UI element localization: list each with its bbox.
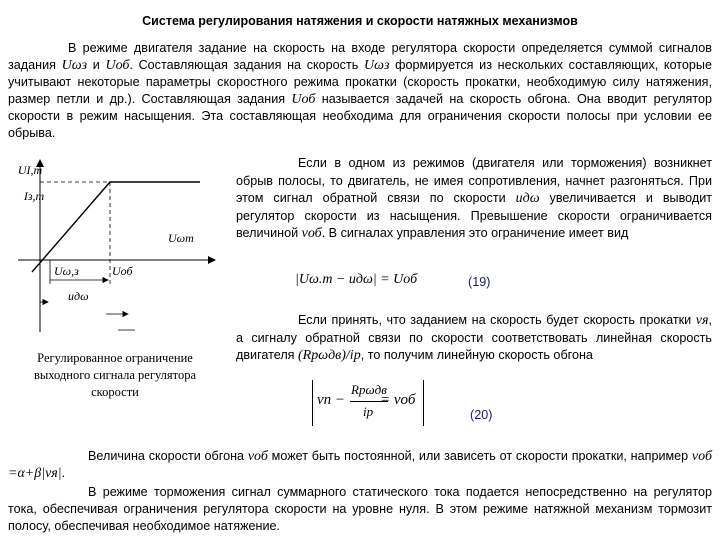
x-axis-label: Uωт (168, 231, 194, 245)
paragraph-overtake-speed: Величина скорости обгона νоб может быть постоянной, или зависеть от скорости прокатки, например νоб =α+β|νя|. (8, 449, 712, 481)
paragraph-strip-break: Если в одном из режимов (двигателя или торможения) возникнет обрыв полосы, то двигатель, не имея сопротивления, начнет разгоняться. При этом сигнал обратной связи по скорости uдω увеличивается и выводит регулятор скорости из насыщения. Превышение скорости ограничивается величиной νоб. В сигналах управления это ограничение имеет вид (236, 156, 713, 241)
symbol-v-ya: νя (695, 313, 709, 328)
y-axis-label: UI,т (17, 163, 43, 177)
limit-label: Iз,т (23, 189, 45, 203)
equation-20-numerator: Rpωдв (351, 382, 387, 397)
equation-19: |Uω.т − uдω| = Uоб (295, 272, 418, 287)
paragraph-linear-speed: Если принять, что заданием на скорость будет скорость прокатки νя, а сигналу обратной связи по скорости соответствовать линейная скорость двигателя (Rpωдв)/iр, то получим линейную скорость обгона (236, 313, 712, 363)
paragraph-braking-mode: В режиме торможения сигнал суммарного статического тока подается непосредственно на регулятор тока, обеспечивая ограничения регулятора скорости на уровне нуля. В этом режиме натяжной механизм тормозит полосу, обеспечивая необходимое натяжение. (8, 485, 712, 533)
udw-label: uдω (68, 289, 89, 303)
equation-19-number: (19) (468, 275, 491, 289)
symbol-v-ob: νоб (247, 449, 268, 464)
characteristic-curve (32, 182, 200, 272)
symbol-v-ob-formula: νоб =α+β|νя| (8, 449, 712, 481)
limit-characteristic-graph (10, 152, 225, 342)
symbol-v-ob: νоб (301, 226, 322, 241)
uob-label: Uоб (112, 264, 133, 278)
symbol-linear-speed: (Rpωдв)/iр (298, 348, 361, 363)
equation-20-denominator: iр (363, 404, 374, 419)
uwz-label: Uω,з (54, 264, 79, 278)
equation-20-number: (20) (470, 408, 493, 422)
equation-20-lhs: νп − (317, 392, 346, 408)
symbol-u-wz: Uωз (363, 58, 390, 73)
page-title: Система регулирования натяжения и скорости натяжных механизмов (142, 14, 578, 28)
symbol-u-dw: uдω (515, 191, 540, 206)
symbol-u-ob: Uоб (291, 92, 316, 107)
symbol-u-ob: Uоб (105, 58, 130, 73)
symbol-u-wz: Uωз (61, 58, 88, 73)
graph-caption: Регулированное ограничение выходного сигнала регулятора скорости (33, 351, 197, 399)
equation-20-rhs: = νоб (380, 392, 416, 408)
paragraph-speed-reference: В режиме двигателя задание на скорость на входе регулятора скорости определяется суммой сигналов задания Uωз и Uоб. Составляющая задания на скорость Uωз формируется из нескольких составляющих, которые учитывают некоторые параметры скоростного режима прокатки (скорость прокатки, необходимую силу натяжения, размер петли и др.). Составляющая задания Uоб называется задачей на скорость обгона. Она вводит регулятор скорости в режим насыщения. Эта составляющая необходима для ограничения скорости полосы при условии ее обрыва. (8, 41, 712, 140)
